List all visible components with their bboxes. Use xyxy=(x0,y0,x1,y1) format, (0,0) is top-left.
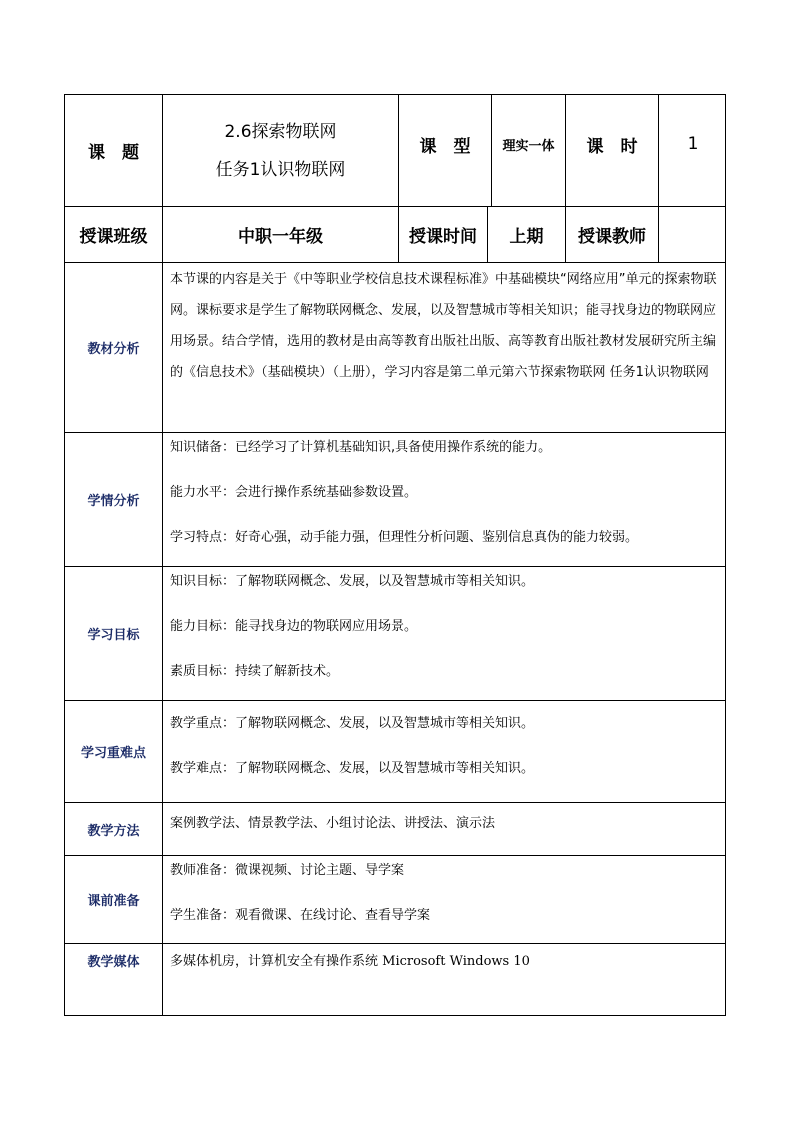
row-divider xyxy=(65,855,725,856)
preparation-body xyxy=(170,858,719,929)
course-title-line1: 2.6探索物联网 xyxy=(224,121,337,142)
course-title-line2: 任务1认识物联网 xyxy=(215,159,346,180)
media-label: 教学媒体 xyxy=(87,954,140,970)
media-os-name: Microsoft Windows 10 xyxy=(382,954,530,969)
lesson-plan-table xyxy=(64,94,726,1016)
teacher-value xyxy=(659,207,727,262)
goals-label: 学习目标 xyxy=(87,628,140,643)
goals-line: 能力目标：能寻找身边的物联网应用场景。 xyxy=(170,619,418,634)
row-divider xyxy=(65,700,725,701)
students-line: 能力水平：会进行操作系统基础参数设置。 xyxy=(170,485,418,500)
row-divider xyxy=(65,802,725,803)
teacher-label: 授课教师 xyxy=(578,227,646,247)
row-divider xyxy=(65,566,725,567)
media-text-prefix: 多媒体机房，计算机安全有操作系统 xyxy=(170,954,383,969)
material-label: 教材分析 xyxy=(87,342,140,357)
course-title xyxy=(163,95,398,206)
methods-label: 教学方法 xyxy=(87,823,140,839)
media-text xyxy=(170,949,719,975)
row-divider xyxy=(65,943,725,944)
preparation-line: 教师准备：微课视频、讨论主题、导学案 xyxy=(170,863,405,878)
time-label: 授课时间 xyxy=(409,227,477,247)
methods-text: 案例教学法、情景教学法、小组讨论法、讲授法、演示法 xyxy=(170,816,496,831)
class-label: 授课班级 xyxy=(79,227,148,247)
key-points-line: 教学难点：了解物联网概念、发展，以及智慧城市等相关知识。 xyxy=(170,761,535,776)
material-text: 本节课的内容是关于《中等职业学校信息技术课程标准》中基础模块“网络应用”单元的探索物联网。课标要求是学生了解物联网概念、发展，以及智慧城市等相关知识；能寻找身边的物联网应用场景。结合学情，选用的教材是由高等教育出版社出版、高等教育出版社教材发展研究所主编的《信息技术》（基础模块）（上册），学习内容是第二单元第六节探索物联网 任务1认识物联网 xyxy=(170,272,717,380)
type-label: 课 型 xyxy=(419,136,471,157)
hours-value: 1 xyxy=(687,134,699,154)
row-divider xyxy=(65,262,725,263)
key-points-label: 学习重难点 xyxy=(80,746,146,761)
preparation-line: 学生准备：观看微课、在线讨论、查看导学案 xyxy=(170,908,431,923)
students-line: 学习特点：好奇心强，动手能力强，但理性分析问题、鉴别信息真伪的能力较弱。 xyxy=(170,530,639,545)
key-points-line: 教学重点：了解物联网概念、发展，以及智慧城市等相关知识。 xyxy=(170,716,535,731)
students-line: 知识储备：已经学习了计算机基础知识,具备使用操作系统的能力。 xyxy=(170,440,552,455)
row-divider xyxy=(65,432,725,433)
goals-line: 素质目标：持续了解新技术。 xyxy=(170,664,340,679)
class-value: 中职一年级 xyxy=(238,227,323,247)
course-label: 课 题 xyxy=(88,143,139,163)
students-body xyxy=(170,435,719,551)
students-label: 学情分析 xyxy=(87,494,140,509)
time-value: 上期 xyxy=(509,227,544,247)
hours-label: 课 时 xyxy=(586,136,638,157)
type-value: 理实一体 xyxy=(502,138,555,154)
goals-body xyxy=(170,569,719,685)
key-points-body xyxy=(170,711,719,782)
preparation-label: 课前准备 xyxy=(87,894,140,909)
goals-line: 知识目标：了解物联网概念、发展，以及智慧城市等相关知识。 xyxy=(170,574,535,589)
